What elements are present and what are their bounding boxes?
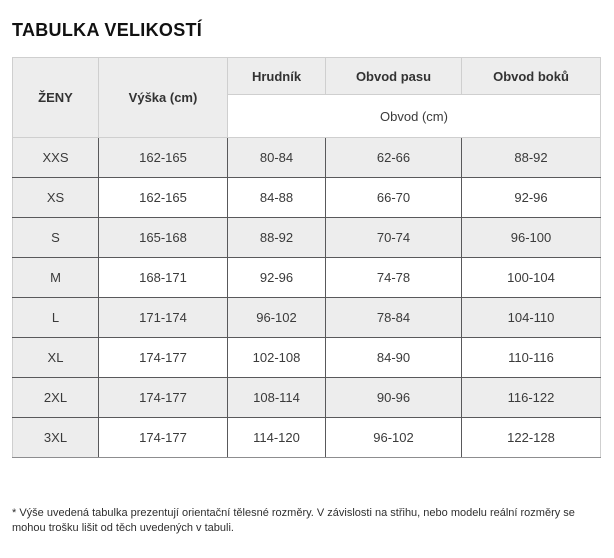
size-cell: L xyxy=(13,298,99,338)
value-cell: 88-92 xyxy=(462,138,601,178)
value-cell: 114-120 xyxy=(228,418,326,458)
size-cell: M xyxy=(13,258,99,298)
value-cell: 108-114 xyxy=(228,378,326,418)
value-cell: 62-66 xyxy=(326,138,462,178)
header-cell-zeny: ŽENY xyxy=(13,58,99,138)
value-cell: 96-102 xyxy=(228,298,326,338)
header-cell-obvod-pasu: Obvod pasu xyxy=(326,58,462,95)
size-table xyxy=(12,57,601,458)
header-cell-obvod-boku: Obvod boků xyxy=(462,58,601,95)
value-cell: 174-177 xyxy=(99,378,228,418)
value-cell: 96-100 xyxy=(462,218,601,258)
value-cell: 168-171 xyxy=(99,258,228,298)
table-row-xxs xyxy=(13,138,601,178)
value-cell: 92-96 xyxy=(462,178,601,218)
value-cell: 174-177 xyxy=(99,338,228,378)
size-cell: 2XL xyxy=(13,378,99,418)
value-cell: 100-104 xyxy=(462,258,601,298)
footnote-disclaimer: * Výše uvedená tabulka prezentují orientační tělesné rozměry. V závislosti na střihu, nebo modelu reální rozměry se mohou trošku lišit od těch uvedených v tabuli. xyxy=(12,507,575,534)
value-cell: 102-108 xyxy=(228,338,326,378)
value-cell: 116-122 xyxy=(462,378,601,418)
value-cell: 162-165 xyxy=(99,138,228,178)
value-cell: 78-84 xyxy=(326,298,462,338)
value-cell: 92-96 xyxy=(228,258,326,298)
value-cell: 96-102 xyxy=(326,418,462,458)
table-row-3xl xyxy=(13,418,601,458)
header-cell-vyska: Výška (cm) xyxy=(99,58,228,138)
header-cell-obvod-cm: Obvod (cm) xyxy=(228,95,601,138)
size-cell: XXS xyxy=(13,138,99,178)
value-cell: 66-70 xyxy=(326,178,462,218)
table-row-s xyxy=(13,218,601,258)
value-cell: 90-96 xyxy=(326,378,462,418)
table-row-l xyxy=(13,298,601,338)
value-cell: 104-110 xyxy=(462,298,601,338)
page-title: TABULKA VELIKOSTÍ xyxy=(12,20,203,40)
value-cell: 174-177 xyxy=(99,418,228,458)
table-row-xl xyxy=(13,338,601,378)
table-row-m xyxy=(13,258,601,298)
value-cell: 122-128 xyxy=(462,418,601,458)
value-cell: 162-165 xyxy=(99,178,228,218)
header-cell-hrudnik: Hrudník xyxy=(228,58,326,95)
table-row-2xl xyxy=(13,378,601,418)
value-cell: 84-88 xyxy=(228,178,326,218)
size-table-header xyxy=(13,58,601,138)
size-cell: 3XL xyxy=(13,418,99,458)
value-cell: 165-168 xyxy=(99,218,228,258)
table-row-xs xyxy=(13,178,601,218)
value-cell: 80-84 xyxy=(228,138,326,178)
value-cell: 70-74 xyxy=(326,218,462,258)
size-cell: XS xyxy=(13,178,99,218)
size-cell: XL xyxy=(13,338,99,378)
value-cell: 171-174 xyxy=(99,298,228,338)
size-table-body xyxy=(13,138,601,458)
size-cell: S xyxy=(13,218,99,258)
value-cell: 74-78 xyxy=(326,258,462,298)
value-cell: 88-92 xyxy=(228,218,326,258)
value-cell: 110-116 xyxy=(462,338,601,378)
value-cell: 84-90 xyxy=(326,338,462,378)
